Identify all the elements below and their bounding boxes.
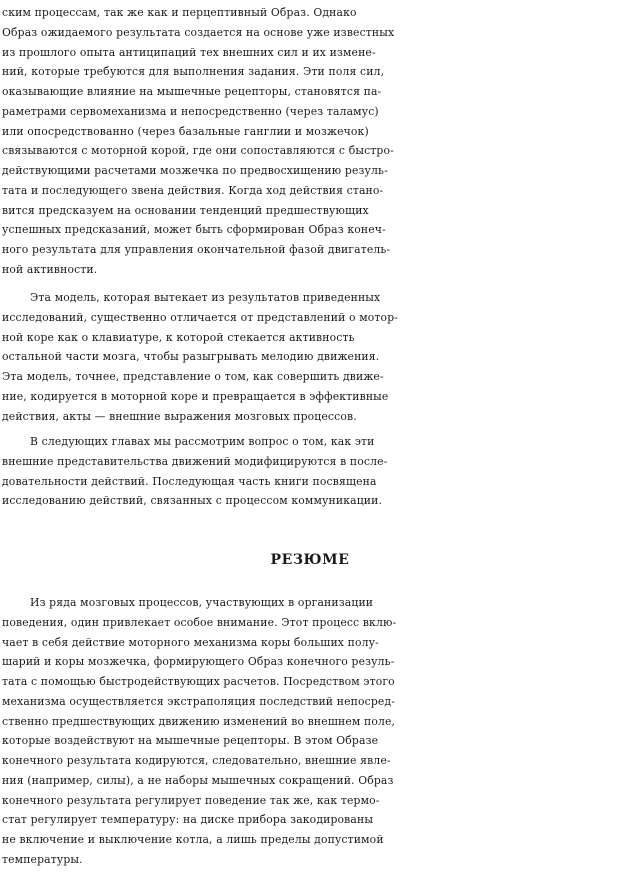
text-line: Эта модель, точнее, представление о том, как совершить движе- (2, 370, 384, 383)
text-line: шарий и коры мозжечка, формирующего Образ конечного резуль- (2, 655, 395, 669)
text-line: вится предсказуем на основании тенденций предшествующих (2, 203, 369, 217)
text-line: довательности действий. Последующая часть книги посвящена (2, 474, 377, 488)
text-line: ной коре как о клавиатуре, к которой стекается активность (2, 330, 355, 344)
text-line: исследованию действий, связанных с процессом коммуникации. (2, 494, 383, 508)
text-line: конечного результата кодируются, следовательно, внешние явле- (2, 754, 391, 767)
text-line: не включение и выключение котла, а лишь пределы допустимой (2, 833, 384, 846)
text-line: чает в себя действие моторного механизма коры больших полу- (2, 635, 379, 649)
section-heading: РЕЗЮМЕ (270, 552, 350, 568)
text-line: ного результата для управления окончательной фазой двигатель- (2, 243, 391, 256)
text-line: ной активности. (2, 262, 98, 276)
text-line: В следующих главах мы рассмотрим вопрос о том, как эти (30, 435, 375, 448)
paragraph-summary (0, 593, 620, 870)
text-line: Эта модель, которая вытекает из результатов приведенных (30, 291, 381, 304)
text-line: раметрами сервомеханизма и непосредственно (через таламус) (2, 104, 379, 118)
text-line: действующими расчетами мозжечка по предвосхищению резуль- (2, 164, 388, 177)
text-line: связываются с моторной корой, где они сопоставляются с быстро- (2, 144, 394, 158)
text-line: тата с помощью быстродействующих расчетов. Посредством этого (2, 675, 395, 688)
text-line: Из ряда мозговых процессов, участвующих в организации (30, 596, 374, 609)
text-line: Образ ожидаемого результата создается на основе уже известных (2, 25, 395, 39)
text-line: поведения, один привлекает особое внимание. Этот процесс вклю- (2, 615, 397, 629)
paragraph-next-chapters (0, 432, 620, 511)
text-line: остальной части мозга, чтобы разыгрывать мелодию движения. (2, 350, 380, 364)
text-line: конечного результата регулирует поведение так же, как термо- (2, 793, 380, 807)
paragraph-continuation (0, 3, 620, 280)
text-line: из прошлого опыта антиципаций тех внешних сил и их измене- (2, 45, 376, 59)
text-line: ния (например, силы), а не наборы мышечных сокращений. Образ (2, 773, 394, 787)
text-line: ским процессам, так же как и перцептивный Образ. Однако (2, 6, 357, 19)
text-line: внешние представительства движений модифицируются в после- (2, 454, 388, 468)
text-line: тата и последующего звена действия. Когда ход действия стано- (2, 183, 384, 197)
text-line: успешных предсказаний, может быть сформирован Образ конеч- (2, 223, 386, 237)
text-line: температуры. (2, 852, 83, 866)
paragraph-model (0, 288, 620, 426)
text-line: ственно предшествующих движению изменений во внешнем поле, (2, 714, 396, 728)
text-line: или опосредствованно (через базальные ганглии и мозжечок) (2, 124, 369, 138)
text-line: стат регулирует температуру: на диске прибора закодированы (2, 813, 374, 827)
text-line: ний, которые требуются для выполнения задания. Эти поля сил, (2, 65, 385, 79)
text-line: ние, кодируется в моторной коре и превращается в эффективные (2, 389, 389, 403)
text-line: которые воздействуют на мышечные рецепторы. В этом Образе (2, 734, 379, 748)
text-line: оказывающие влияние на мышечные рецепторы, становятся па- (2, 85, 382, 98)
text-line: исследований, существенно отличается от представлений о мотор- (2, 310, 399, 324)
text-line: механизма осуществляется экстраполяция последствий непосред- (2, 694, 396, 708)
text-line: действия, акты — внешние выражения мозговых процессов. (2, 409, 357, 423)
